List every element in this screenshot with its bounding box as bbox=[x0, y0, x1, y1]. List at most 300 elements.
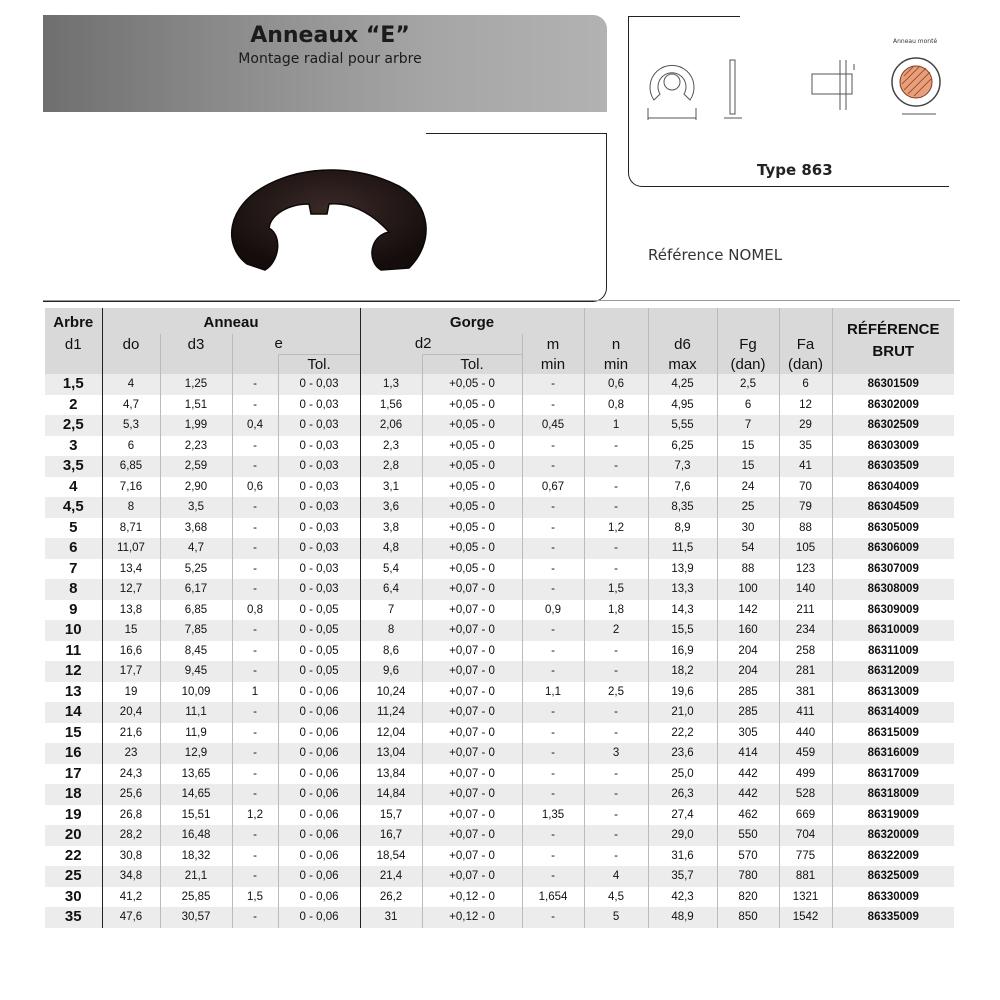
header-n-sub: min bbox=[584, 354, 648, 374]
cell-d1: 25 bbox=[45, 866, 102, 887]
cell-reference: 86304509 bbox=[832, 497, 954, 518]
cell-e: - bbox=[232, 743, 278, 764]
cell-do: 5,3 bbox=[102, 415, 160, 436]
cell-do: 19 bbox=[102, 682, 160, 703]
cell-d2: 16,7 bbox=[360, 825, 422, 846]
cell-n: 3 bbox=[584, 743, 648, 764]
cell-n: 1,8 bbox=[584, 600, 648, 621]
cell-m: - bbox=[522, 497, 584, 518]
cell-d2-tol: +0,07 - 0 bbox=[422, 600, 522, 621]
cell-do: 20,4 bbox=[102, 702, 160, 723]
table-row bbox=[45, 702, 954, 723]
cell-d2: 2,06 bbox=[360, 415, 422, 436]
cell-m: - bbox=[522, 702, 584, 723]
cell-d6: 16,9 bbox=[648, 641, 717, 662]
cell-fg: 142 bbox=[717, 600, 779, 621]
cell-e: 1 bbox=[232, 682, 278, 703]
cell-reference: 86304009 bbox=[832, 477, 954, 498]
cell-m: - bbox=[522, 518, 584, 539]
header-fg-sub: (dan) bbox=[717, 354, 779, 374]
header-reference-label: RÉFÉRENCE bbox=[847, 321, 940, 338]
cell-fg: 24 bbox=[717, 477, 779, 498]
cell-e: - bbox=[232, 436, 278, 457]
header-fg: Fg bbox=[717, 334, 779, 354]
cell-fg: 204 bbox=[717, 661, 779, 682]
cell-d3: 11,1 bbox=[160, 702, 232, 723]
cell-fa: 88 bbox=[779, 518, 832, 539]
header-d3: d3 bbox=[160, 334, 232, 354]
cell-d2-tol: +0,07 - 0 bbox=[422, 579, 522, 600]
cell-m: - bbox=[522, 538, 584, 559]
cell-fg: 285 bbox=[717, 702, 779, 723]
cell-d1: 6 bbox=[45, 538, 102, 559]
cell-d1: 4,5 bbox=[45, 497, 102, 518]
e-ring-photo bbox=[219, 166, 437, 286]
cell-e: - bbox=[232, 538, 278, 559]
cell-d6: 5,55 bbox=[648, 415, 717, 436]
cell-m: - bbox=[522, 579, 584, 600]
header-n: n bbox=[584, 334, 648, 354]
cell-e-tol: 0 - 0,03 bbox=[278, 415, 360, 436]
cell-fa: 79 bbox=[779, 497, 832, 518]
cell-e: - bbox=[232, 661, 278, 682]
header-d1: d1 bbox=[45, 334, 102, 354]
cell-fg: 462 bbox=[717, 805, 779, 826]
cell-d2-tol: +0,07 - 0 bbox=[422, 825, 522, 846]
cell-d2-tol: +0,05 - 0 bbox=[422, 497, 522, 518]
cell-d1: 2,5 bbox=[45, 415, 102, 436]
cell-m: - bbox=[522, 825, 584, 846]
cell-d2: 1,56 bbox=[360, 395, 422, 416]
cell-d3: 1,99 bbox=[160, 415, 232, 436]
cell-reference: 86301509 bbox=[832, 374, 954, 395]
dimensions-table bbox=[45, 308, 954, 928]
cell-d1: 2 bbox=[45, 395, 102, 416]
dimensions-table-wrap bbox=[45, 308, 954, 928]
cell-n: - bbox=[584, 805, 648, 826]
cell-n: - bbox=[584, 641, 648, 662]
table-row bbox=[45, 559, 954, 580]
cell-m: - bbox=[522, 661, 584, 682]
cell-d1: 10 bbox=[45, 620, 102, 641]
cell-d2-tol: +0,12 - 0 bbox=[422, 887, 522, 908]
cell-e-tol: 0 - 0,06 bbox=[278, 887, 360, 908]
shaft-view-drawing bbox=[812, 60, 854, 110]
cell-fg: 305 bbox=[717, 723, 779, 744]
cell-d2: 14,84 bbox=[360, 784, 422, 805]
cell-reference: 86306009 bbox=[832, 538, 954, 559]
cell-fg: 54 bbox=[717, 538, 779, 559]
table-row bbox=[45, 518, 954, 539]
cell-d1: 22 bbox=[45, 846, 102, 867]
cell-d3: 7,85 bbox=[160, 620, 232, 641]
cell-reference: 86308009 bbox=[832, 579, 954, 600]
cell-fa: 775 bbox=[779, 846, 832, 867]
cell-reference: 86322009 bbox=[832, 846, 954, 867]
cell-d2-tol: +0,07 - 0 bbox=[422, 743, 522, 764]
cell-d3: 12,9 bbox=[160, 743, 232, 764]
cell-n: - bbox=[584, 723, 648, 744]
cell-fa: 258 bbox=[779, 641, 832, 662]
table-row bbox=[45, 907, 954, 928]
cell-do: 15 bbox=[102, 620, 160, 641]
cell-e-tol: 0 - 0,06 bbox=[278, 846, 360, 867]
cell-m: - bbox=[522, 866, 584, 887]
cell-e: - bbox=[232, 395, 278, 416]
cell-e: - bbox=[232, 825, 278, 846]
cell-reference: 86335009 bbox=[832, 907, 954, 928]
cell-d6: 23,6 bbox=[648, 743, 717, 764]
cell-e: - bbox=[232, 784, 278, 805]
cell-d2-tol: +0,05 - 0 bbox=[422, 395, 522, 416]
cell-fa: 881 bbox=[779, 866, 832, 887]
cell-d2-tol: +0,05 - 0 bbox=[422, 415, 522, 436]
cell-d6: 8,9 bbox=[648, 518, 717, 539]
cell-d1: 3 bbox=[45, 436, 102, 457]
cell-e-tol: 0 - 0,06 bbox=[278, 805, 360, 826]
cell-n: 5 bbox=[584, 907, 648, 928]
table-row bbox=[45, 436, 954, 457]
table-row bbox=[45, 866, 954, 887]
cell-e: - bbox=[232, 518, 278, 539]
cell-d2: 7 bbox=[360, 600, 422, 621]
cell-n: - bbox=[584, 661, 648, 682]
cell-d3: 15,51 bbox=[160, 805, 232, 826]
cell-d2-tol: +0,07 - 0 bbox=[422, 620, 522, 641]
cell-n: 1 bbox=[584, 415, 648, 436]
cell-n: - bbox=[584, 436, 648, 457]
table-row bbox=[45, 682, 954, 703]
cell-do: 24,3 bbox=[102, 764, 160, 785]
cell-reference: 86319009 bbox=[832, 805, 954, 826]
cell-d3: 10,09 bbox=[160, 682, 232, 703]
cell-m: - bbox=[522, 764, 584, 785]
cell-m: 1,654 bbox=[522, 887, 584, 908]
cell-do: 6 bbox=[102, 436, 160, 457]
cell-d1: 7 bbox=[45, 559, 102, 580]
table-row bbox=[45, 415, 954, 436]
cell-d3: 1,25 bbox=[160, 374, 232, 395]
cell-d3: 1,51 bbox=[160, 395, 232, 416]
cell-d1: 17 bbox=[45, 764, 102, 785]
cell-e: - bbox=[232, 764, 278, 785]
cell-d2-tol: +0,12 - 0 bbox=[422, 907, 522, 928]
table-row bbox=[45, 579, 954, 600]
cell-n: - bbox=[584, 477, 648, 498]
cell-m: - bbox=[522, 374, 584, 395]
technical-drawing bbox=[640, 50, 950, 130]
cell-do: 21,6 bbox=[102, 723, 160, 744]
cell-d2-tol: +0,07 - 0 bbox=[422, 784, 522, 805]
cell-d6: 25,0 bbox=[648, 764, 717, 785]
type-label: Type 863 bbox=[757, 161, 833, 179]
cell-fg: 30 bbox=[717, 518, 779, 539]
cell-d1: 13 bbox=[45, 682, 102, 703]
table-row bbox=[45, 887, 954, 908]
cell-fg: 88 bbox=[717, 559, 779, 580]
cell-d2-tol: +0,07 - 0 bbox=[422, 661, 522, 682]
cell-d3: 25,85 bbox=[160, 887, 232, 908]
cell-d2-tol: +0,05 - 0 bbox=[422, 518, 522, 539]
table-row bbox=[45, 600, 954, 621]
cell-d2: 2,8 bbox=[360, 456, 422, 477]
cell-fg: 15 bbox=[717, 436, 779, 457]
header-fa: Fa bbox=[779, 334, 832, 354]
table-body bbox=[45, 374, 954, 928]
table-row bbox=[45, 497, 954, 518]
cell-reference: 86314009 bbox=[832, 702, 954, 723]
cell-e-tol: 0 - 0,03 bbox=[278, 579, 360, 600]
cell-do: 47,6 bbox=[102, 907, 160, 928]
cell-d1: 11 bbox=[45, 641, 102, 662]
cell-d2: 8 bbox=[360, 620, 422, 641]
cell-n: 0,6 bbox=[584, 374, 648, 395]
cell-e-tol: 0 - 0,03 bbox=[278, 538, 360, 559]
cell-e-tol: 0 - 0,03 bbox=[278, 497, 360, 518]
cell-d6: 15,5 bbox=[648, 620, 717, 641]
cell-fa: 704 bbox=[779, 825, 832, 846]
cell-m: - bbox=[522, 620, 584, 641]
cell-n: 0,8 bbox=[584, 395, 648, 416]
cell-n: - bbox=[584, 764, 648, 785]
cell-d1: 14 bbox=[45, 702, 102, 723]
cell-m: - bbox=[522, 846, 584, 867]
cell-e: 1,2 bbox=[232, 805, 278, 826]
cell-e-tol: 0 - 0,03 bbox=[278, 477, 360, 498]
table-row bbox=[45, 805, 954, 826]
cell-d2: 11,24 bbox=[360, 702, 422, 723]
cell-n: 4 bbox=[584, 866, 648, 887]
cell-do: 13,4 bbox=[102, 559, 160, 580]
cell-fa: 6 bbox=[779, 374, 832, 395]
cell-m: - bbox=[522, 641, 584, 662]
cell-d3: 8,45 bbox=[160, 641, 232, 662]
cell-d2: 18,54 bbox=[360, 846, 422, 867]
cell-m: 1,1 bbox=[522, 682, 584, 703]
cell-m: - bbox=[522, 559, 584, 580]
cell-reference: 86305009 bbox=[832, 518, 954, 539]
cell-d2-tol: +0,05 - 0 bbox=[422, 538, 522, 559]
header-d6: d6 bbox=[648, 334, 717, 354]
cell-d2: 3,8 bbox=[360, 518, 422, 539]
cell-e-tol: 0 - 0,06 bbox=[278, 825, 360, 846]
cell-fa: 528 bbox=[779, 784, 832, 805]
cell-d2: 8,6 bbox=[360, 641, 422, 662]
cell-d2: 13,84 bbox=[360, 764, 422, 785]
cell-do: 8,71 bbox=[102, 518, 160, 539]
cell-e: - bbox=[232, 456, 278, 477]
cell-do: 7,16 bbox=[102, 477, 160, 498]
cell-d2: 9,6 bbox=[360, 661, 422, 682]
cell-e: 1,5 bbox=[232, 887, 278, 908]
cell-do: 41,2 bbox=[102, 887, 160, 908]
cell-fg: 2,5 bbox=[717, 374, 779, 395]
cell-d1: 15 bbox=[45, 723, 102, 744]
cell-fa: 459 bbox=[779, 743, 832, 764]
cell-d2-tol: +0,07 - 0 bbox=[422, 702, 522, 723]
cell-reference: 86311009 bbox=[832, 641, 954, 662]
cell-m: 1,35 bbox=[522, 805, 584, 826]
cell-d2: 6,4 bbox=[360, 579, 422, 600]
table-row bbox=[45, 764, 954, 785]
header-m: m bbox=[522, 334, 584, 354]
cell-e: - bbox=[232, 374, 278, 395]
cell-d3: 13,65 bbox=[160, 764, 232, 785]
cell-fa: 41 bbox=[779, 456, 832, 477]
cell-d6: 48,9 bbox=[648, 907, 717, 928]
header-m-sub: min bbox=[522, 354, 584, 374]
cell-do: 13,8 bbox=[102, 600, 160, 621]
cell-do: 16,6 bbox=[102, 641, 160, 662]
cell-d3: 5,25 bbox=[160, 559, 232, 580]
cell-d6: 35,7 bbox=[648, 866, 717, 887]
cell-reference: 86307009 bbox=[832, 559, 954, 580]
cell-do: 4 bbox=[102, 374, 160, 395]
cell-fa: 105 bbox=[779, 538, 832, 559]
cell-e-tol: 0 - 0,05 bbox=[278, 600, 360, 621]
cell-fg: 570 bbox=[717, 846, 779, 867]
table-row bbox=[45, 661, 954, 682]
cell-d1: 20 bbox=[45, 825, 102, 846]
ring-shape bbox=[232, 170, 426, 270]
cell-e-tol: 0 - 0,05 bbox=[278, 620, 360, 641]
cell-m: - bbox=[522, 743, 584, 764]
cell-e: - bbox=[232, 866, 278, 887]
cell-m: - bbox=[522, 723, 584, 744]
cell-n: - bbox=[584, 538, 648, 559]
cell-d2: 10,24 bbox=[360, 682, 422, 703]
cell-reference: 86303509 bbox=[832, 456, 954, 477]
cell-m: - bbox=[522, 456, 584, 477]
cell-d2-tol: +0,07 - 0 bbox=[422, 682, 522, 703]
cell-d3: 6,85 bbox=[160, 600, 232, 621]
cell-d1: 12 bbox=[45, 661, 102, 682]
cell-e-tol: 0 - 0,03 bbox=[278, 436, 360, 457]
cell-d2-tol: +0,07 - 0 bbox=[422, 641, 522, 662]
cell-d6: 4,25 bbox=[648, 374, 717, 395]
cell-d6: 19,6 bbox=[648, 682, 717, 703]
header-anneau: Anneau bbox=[102, 308, 360, 334]
cell-fa: 499 bbox=[779, 764, 832, 785]
cell-d2-tol: +0,07 - 0 bbox=[422, 764, 522, 785]
cell-fg: 285 bbox=[717, 682, 779, 703]
cell-reference: 86318009 bbox=[832, 784, 954, 805]
table-row bbox=[45, 846, 954, 867]
cell-fg: 414 bbox=[717, 743, 779, 764]
cell-reference: 86330009 bbox=[832, 887, 954, 908]
table-row bbox=[45, 641, 954, 662]
cell-d1: 18 bbox=[45, 784, 102, 805]
cell-d6: 7,3 bbox=[648, 456, 717, 477]
cell-e-tol: 0 - 0,06 bbox=[278, 907, 360, 928]
cell-d1: 19 bbox=[45, 805, 102, 826]
cell-d1: 9 bbox=[45, 600, 102, 621]
header-arbre: Arbre bbox=[45, 308, 102, 334]
cell-fg: 160 bbox=[717, 620, 779, 641]
table-row bbox=[45, 825, 954, 846]
cell-fa: 1542 bbox=[779, 907, 832, 928]
cell-fg: 15 bbox=[717, 456, 779, 477]
page-title: Anneaux “E” bbox=[250, 23, 410, 48]
cell-d6: 4,95 bbox=[648, 395, 717, 416]
cell-e-tol: 0 - 0,06 bbox=[278, 764, 360, 785]
cell-d3: 2,59 bbox=[160, 456, 232, 477]
cell-m: 0,9 bbox=[522, 600, 584, 621]
header-d2-tol: Tol. bbox=[422, 354, 522, 374]
reference-note: Référence NOMEL bbox=[648, 246, 783, 264]
cell-fg: 100 bbox=[717, 579, 779, 600]
cell-n: 1,2 bbox=[584, 518, 648, 539]
cell-fa: 29 bbox=[779, 415, 832, 436]
header-reference-sub: BRUT bbox=[872, 343, 915, 360]
header-do: do bbox=[102, 334, 160, 354]
cell-d3: 18,32 bbox=[160, 846, 232, 867]
cell-e-tol: 0 - 0,06 bbox=[278, 743, 360, 764]
cell-n: - bbox=[584, 559, 648, 580]
cell-d2: 15,7 bbox=[360, 805, 422, 826]
table-row bbox=[45, 395, 954, 416]
cell-fa: 411 bbox=[779, 702, 832, 723]
cell-d6: 26,3 bbox=[648, 784, 717, 805]
cell-fa: 35 bbox=[779, 436, 832, 457]
cell-m: 0,67 bbox=[522, 477, 584, 498]
cell-reference: 86309009 bbox=[832, 600, 954, 621]
cell-e: - bbox=[232, 497, 278, 518]
cell-e: - bbox=[232, 559, 278, 580]
cell-fa: 281 bbox=[779, 661, 832, 682]
cell-fg: 442 bbox=[717, 764, 779, 785]
cell-reference: 86310009 bbox=[832, 620, 954, 641]
header-fa-sub: (dan) bbox=[779, 354, 832, 374]
cell-e: - bbox=[232, 579, 278, 600]
cell-n: - bbox=[584, 846, 648, 867]
cell-d3: 21,1 bbox=[160, 866, 232, 887]
page-subtitle: Montage radial pour arbre bbox=[238, 51, 422, 67]
cell-d2: 3,1 bbox=[360, 477, 422, 498]
cell-d3: 3,5 bbox=[160, 497, 232, 518]
cell-d2: 31 bbox=[360, 907, 422, 928]
cell-fg: 780 bbox=[717, 866, 779, 887]
cell-d1: 8 bbox=[45, 579, 102, 600]
cell-fa: 1321 bbox=[779, 887, 832, 908]
table-row bbox=[45, 477, 954, 498]
cell-d1: 5 bbox=[45, 518, 102, 539]
cell-d3: 14,65 bbox=[160, 784, 232, 805]
cell-fa: 211 bbox=[779, 600, 832, 621]
cell-d2-tol: +0,05 - 0 bbox=[422, 374, 522, 395]
cell-d3: 16,48 bbox=[160, 825, 232, 846]
cell-d6: 21,0 bbox=[648, 702, 717, 723]
cell-fa: 440 bbox=[779, 723, 832, 744]
cell-e: - bbox=[232, 846, 278, 867]
cell-e: 0,8 bbox=[232, 600, 278, 621]
cell-d6: 13,3 bbox=[648, 579, 717, 600]
cell-n: - bbox=[584, 497, 648, 518]
type-panel-rule bbox=[628, 16, 740, 17]
cell-d6: 22,2 bbox=[648, 723, 717, 744]
cell-n: 2 bbox=[584, 620, 648, 641]
cell-do: 6,85 bbox=[102, 456, 160, 477]
cell-e-tol: 0 - 0,03 bbox=[278, 374, 360, 395]
cell-d6: 7,6 bbox=[648, 477, 717, 498]
cell-d1: 3,5 bbox=[45, 456, 102, 477]
cell-d6: 31,6 bbox=[648, 846, 717, 867]
side-view-drawing bbox=[724, 60, 742, 118]
cell-e-tol: 0 - 0,06 bbox=[278, 866, 360, 887]
cell-e: - bbox=[232, 641, 278, 662]
cell-reference: 86303009 bbox=[832, 436, 954, 457]
cell-e-tol: 0 - 0,05 bbox=[278, 641, 360, 662]
